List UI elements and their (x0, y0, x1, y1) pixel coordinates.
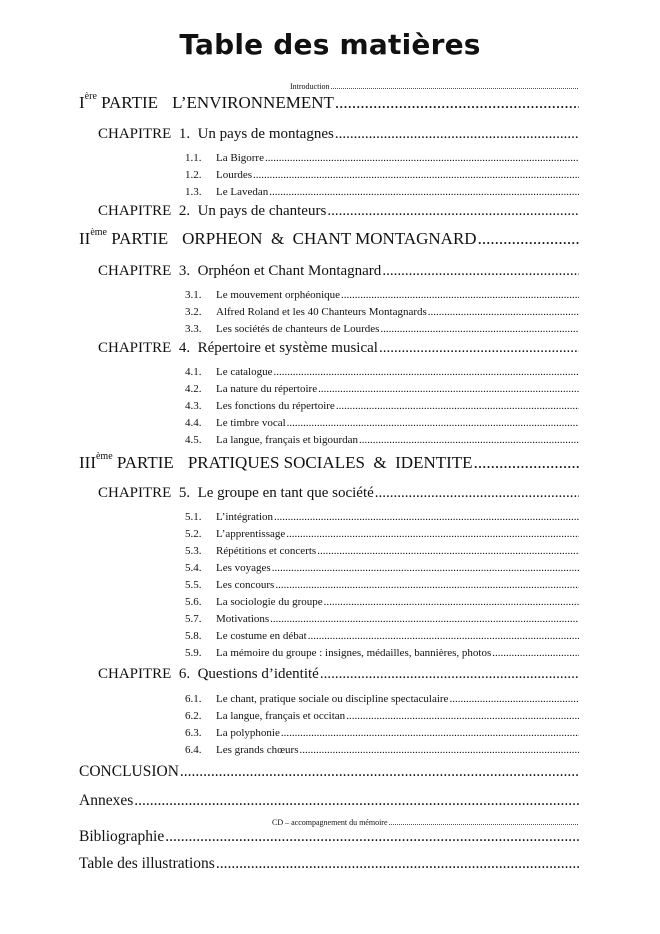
toc-section[interactable] (185, 152, 579, 164)
dot-leader (270, 613, 579, 625)
dot-leader (320, 666, 579, 683)
chapter-title: Répertoire et système musical (197, 340, 378, 356)
section-title: Le costume en débat (216, 630, 307, 642)
dot-leader (492, 647, 579, 659)
part-ordinal: ème (90, 227, 107, 239)
dot-leader (478, 229, 579, 249)
section-title: Alfred Roland et les 40 Chanteurs Montagnards (216, 306, 427, 318)
chapter-number: 4. (178, 340, 191, 356)
part-word: PARTIE (111, 229, 169, 248)
dot-leader (449, 693, 579, 705)
chapter-title: Un pays de chanteurs (197, 203, 327, 219)
section-title: Les concours (216, 579, 275, 591)
section-title: Le catalogue (216, 366, 273, 378)
entry-label: Table des illustrations (79, 855, 215, 872)
dot-leader (281, 727, 579, 739)
section-number: 5.3. (185, 545, 202, 557)
dot-leader (253, 169, 579, 181)
part-name: L’ENVIRONNEMENT (172, 93, 334, 112)
chapter-title: Orphéon et Chant Montagnard (197, 263, 382, 279)
section-number: 4.4. (185, 417, 202, 429)
chapter-label: CHAPITRE (98, 340, 172, 356)
section-number: 3.1. (185, 289, 202, 301)
part-ordinal: ère (84, 91, 97, 103)
section-number: 5.5. (185, 579, 202, 591)
toc-chapter-1[interactable] (98, 126, 579, 143)
section-number: 1.2. (185, 169, 202, 181)
toc-section[interactable] (185, 366, 579, 378)
section-number: 4.3. (185, 400, 202, 412)
dot-leader (317, 545, 579, 557)
section-number: 5.6. (185, 596, 202, 608)
toc-section[interactable] (185, 417, 579, 429)
part-name: PRATIQUES SOCIALES & IDENTITE (187, 453, 473, 472)
dot-leader (389, 818, 579, 827)
part-word: PARTIE (116, 453, 174, 472)
dot-leader (336, 400, 579, 412)
section-number: 5.9. (185, 647, 202, 659)
section-number: 5.4. (185, 562, 202, 574)
part-roman: II (79, 229, 91, 248)
toc-section[interactable] (185, 630, 579, 642)
chapter-number: 3. (178, 263, 191, 279)
dot-leader (379, 340, 579, 357)
toc-section[interactable] (185, 545, 579, 557)
chapter-title: Un pays de montagnes (197, 126, 334, 142)
toc-section[interactable] (185, 727, 579, 739)
toc-entry-bibliographie[interactable] (79, 828, 579, 846)
dot-leader (341, 289, 579, 301)
dot-leader (274, 366, 580, 378)
toc-section[interactable] (185, 186, 579, 198)
toc-part-1[interactable] (79, 93, 579, 113)
section-title: Les fonctions du répertoire (216, 400, 335, 412)
section-title: L’intégration (216, 511, 274, 523)
chapter-number: 6. (178, 666, 191, 682)
entry-label: CONCLUSION (79, 763, 179, 780)
toc-chapter-3[interactable] (98, 263, 579, 280)
dot-leader (335, 126, 579, 143)
section-title: Le mouvement orphéonique (216, 289, 341, 301)
toc-section[interactable] (185, 383, 579, 395)
chapter-label: CHAPITRE (98, 485, 172, 501)
section-title: Le timbre vocal (216, 417, 286, 429)
toc-section[interactable] (185, 323, 579, 335)
chapter-title: Le groupe en tant que société (197, 485, 374, 501)
section-number: 6.1. (185, 693, 202, 705)
page-title: Table des matières (179, 28, 481, 61)
dot-leader (216, 855, 579, 873)
entry-label: Annexes (79, 792, 134, 809)
dot-leader (180, 763, 579, 781)
dot-leader (272, 562, 579, 574)
toc-section[interactable] (185, 647, 579, 659)
dot-leader (318, 383, 579, 395)
toc-section[interactable] (185, 169, 579, 181)
part-roman: III (79, 453, 96, 472)
toc-entry-illustrations[interactable] (79, 855, 579, 873)
toc-section[interactable] (185, 596, 579, 608)
section-number: 5.8. (185, 630, 202, 642)
section-number: 1.1. (185, 152, 202, 164)
dot-leader (299, 744, 579, 756)
toc-entry-cd[interactable] (272, 818, 579, 827)
toc-part-2[interactable] (79, 229, 579, 249)
toc-section[interactable] (185, 744, 579, 756)
toc-section[interactable] (185, 562, 579, 574)
toc-section[interactable] (185, 528, 579, 540)
part-ordinal: ème (95, 451, 113, 463)
section-number: 6.4. (185, 744, 202, 756)
part-name: ORPHEON & CHANT MONTAGNARD (182, 229, 477, 248)
toc-section[interactable] (185, 400, 579, 412)
section-number: 5.2. (185, 528, 202, 540)
dot-leader (324, 596, 579, 608)
dot-leader (428, 306, 579, 318)
section-number: 6.2. (185, 710, 202, 722)
dot-leader (359, 434, 579, 446)
section-title: La nature du répertoire (216, 383, 318, 395)
section-number: 3.2. (185, 306, 202, 318)
toc-chapter-4[interactable] (98, 340, 579, 357)
dot-leader (265, 152, 579, 164)
section-title: La mémoire du groupe : insignes, médailles, bannières, photos (216, 647, 492, 659)
section-title: La langue, français et occitan (216, 710, 346, 722)
section-number: 5.1. (185, 511, 202, 523)
section-title: La Bigorre (216, 152, 264, 164)
chapter-label: CHAPITRE (98, 666, 172, 682)
section-number: 5.7. (185, 613, 202, 625)
toc-section[interactable] (185, 693, 579, 705)
toc-section[interactable] (185, 511, 579, 523)
dot-leader (331, 82, 579, 91)
entry-label: CD – accompagnement du mémoire (272, 818, 388, 827)
section-title: Les grands chœurs (216, 744, 299, 756)
toc-entry-introduction[interactable] (290, 82, 579, 91)
toc-part-3[interactable] (79, 453, 579, 473)
section-title: Les sociétés de chanteurs de Lourdes (216, 323, 380, 335)
dot-leader (287, 417, 579, 429)
entry-label: Bibliographie (79, 828, 165, 845)
toc-section[interactable] (185, 434, 579, 446)
chapter-title: Questions d’identité (197, 666, 319, 682)
section-number: 3.3. (185, 323, 202, 335)
section-title: L’apprentissage (216, 528, 286, 540)
section-title: Motivations (216, 613, 270, 625)
toc-entry-conclusion[interactable] (79, 763, 579, 781)
toc-section[interactable] (185, 710, 579, 722)
part-word: PARTIE (101, 93, 159, 112)
dot-leader (346, 710, 579, 722)
chapter-label: CHAPITRE (98, 126, 172, 142)
part-roman: I (79, 93, 85, 112)
section-number: 1.3. (185, 186, 202, 198)
chapter-number: 5. (178, 485, 191, 501)
section-title: Les voyages (216, 562, 271, 574)
toc-entry-annexes[interactable] (79, 792, 579, 810)
dot-leader (134, 792, 579, 810)
toc-section[interactable] (185, 579, 579, 591)
dot-leader (382, 263, 579, 280)
section-number: 6.3. (185, 727, 202, 739)
dot-leader (308, 630, 579, 642)
section-number: 4.1. (185, 366, 202, 378)
dot-leader (269, 186, 579, 198)
section-title: Le chant, pratique sociale ou discipline spectaculaire (216, 693, 449, 705)
dot-leader (474, 453, 579, 473)
dot-leader (335, 93, 579, 113)
chapter-number: 2. (178, 203, 191, 219)
toc-section[interactable] (185, 306, 579, 318)
dot-leader (380, 323, 579, 335)
dot-leader (286, 528, 579, 540)
dot-leader (275, 579, 579, 591)
section-title: Le Lavedan (216, 186, 269, 198)
section-title: La polyphonie (216, 727, 280, 739)
section-title: Lourdes (216, 169, 253, 181)
toc-section[interactable] (185, 613, 579, 625)
toc-chapter-6[interactable] (98, 666, 579, 683)
section-number: 4.5. (185, 434, 202, 446)
toc-chapter-5[interactable] (98, 485, 579, 502)
toc-section[interactable] (185, 289, 579, 301)
dot-leader (274, 511, 579, 523)
section-number: 4.2. (185, 383, 202, 395)
dot-leader (327, 203, 579, 220)
chapter-label: CHAPITRE (98, 203, 172, 219)
section-title: La langue, français et bigourdan (216, 434, 359, 446)
entry-label: Introduction (290, 82, 330, 91)
section-title: La sociologie du groupe (216, 596, 323, 608)
dot-leader (165, 828, 579, 846)
section-title: Répétitions et concerts (216, 545, 317, 557)
toc-chapter-2[interactable] (98, 203, 579, 220)
chapter-label: CHAPITRE (98, 263, 172, 279)
dot-leader (375, 485, 579, 502)
chapter-number: 1. (178, 126, 191, 142)
